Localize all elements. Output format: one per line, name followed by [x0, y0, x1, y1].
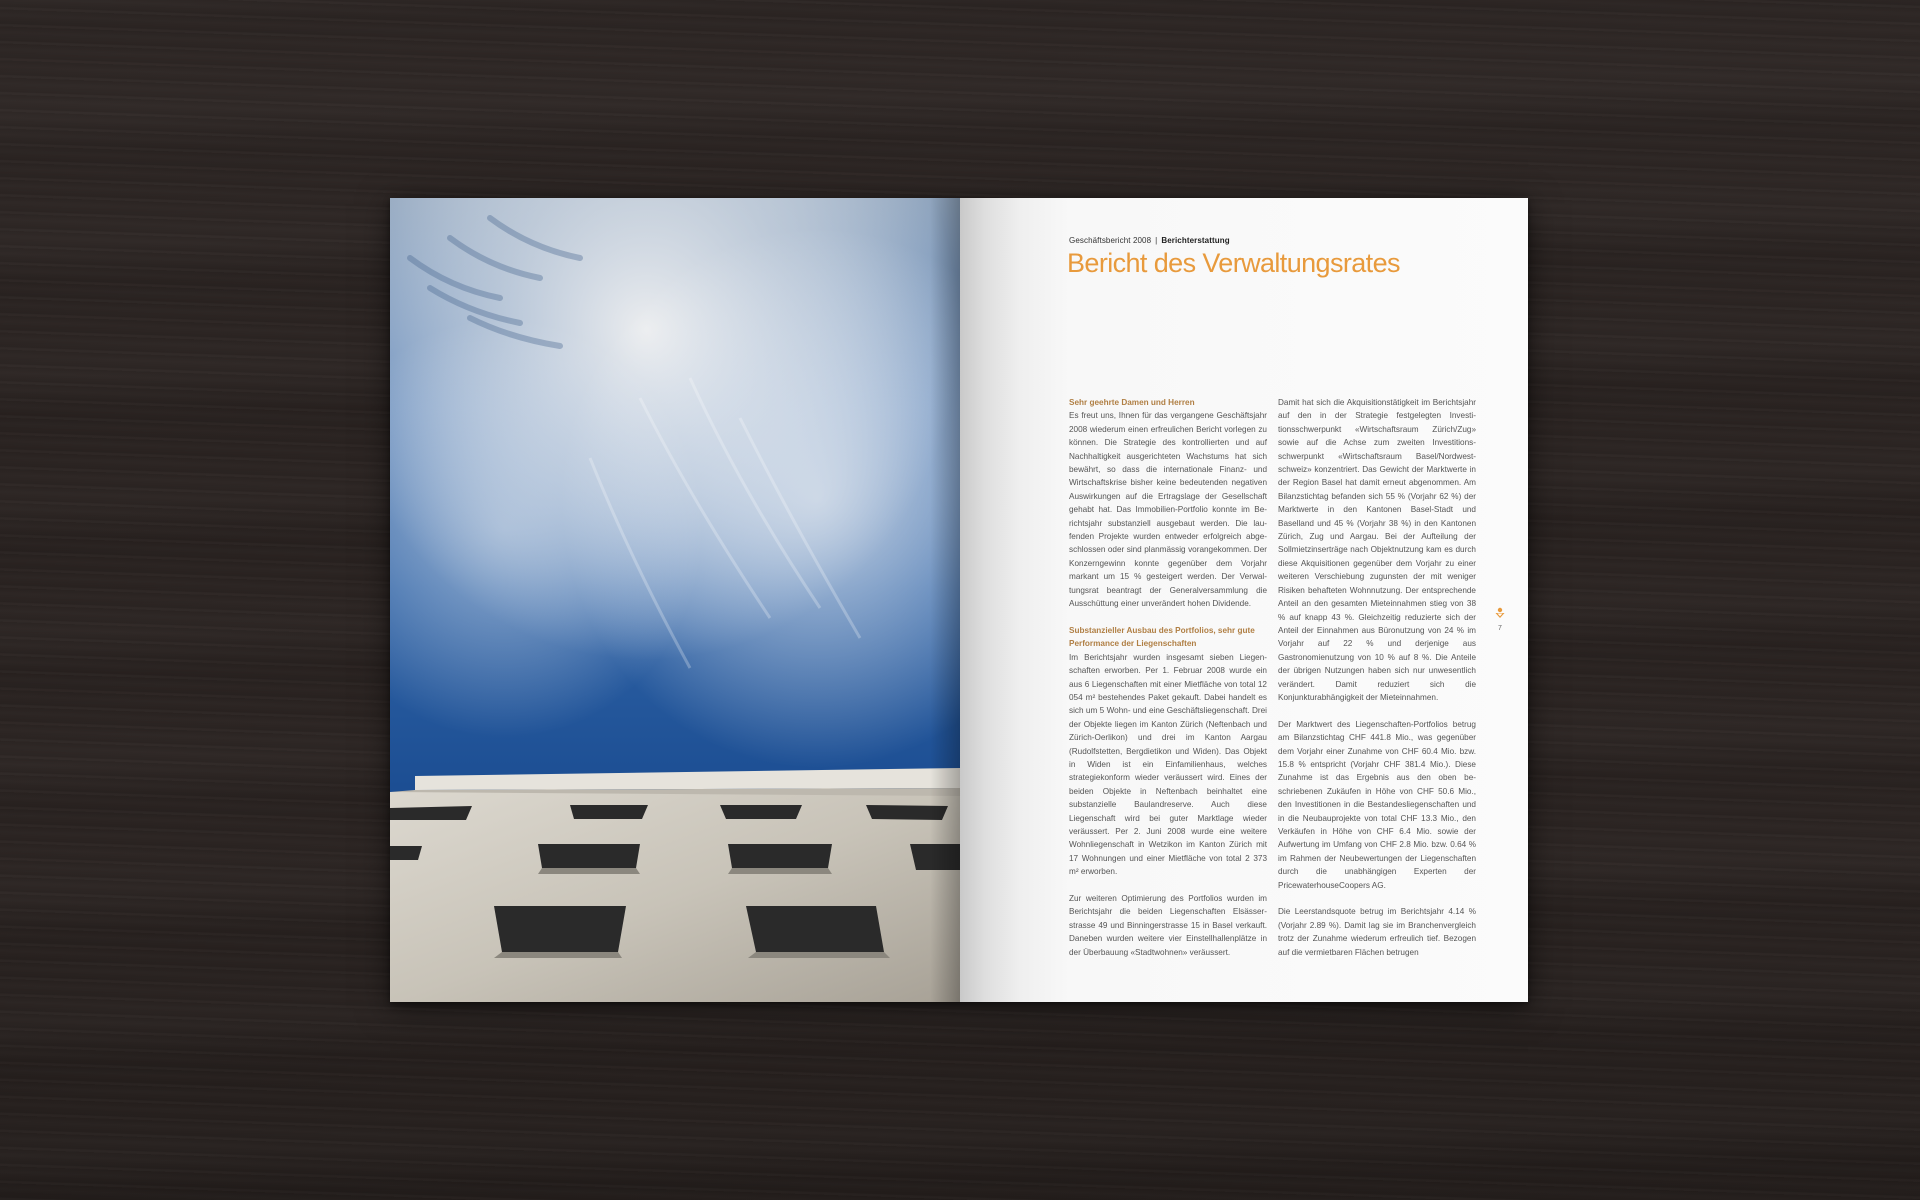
paragraph: Zur weiteren Optimierung des Portfolios wurden im Berichtsjahr die beiden Liegenschaften Elsässerstrasse 49 und Binningerstrasse 15 in Basel verkauft. Daneben wurden weitere vier Einstellhallenplätze in der Überbauung «Stadtwohnen» veräussert.	[1069, 894, 1267, 957]
company-logo-icon	[1494, 607, 1506, 619]
annual-report-spread	[390, 198, 1528, 1002]
sky-building-photo	[390, 198, 960, 1002]
subheading-portfolio: Substanzieller Ausbau des Portfolios, sehr gute Performance der Liegenschaften	[1069, 625, 1255, 649]
text-column-left	[1069, 396, 1267, 972]
paragraph: Es freut uns, Ihnen für das vergangene Geschäftsjahr 2008 wiederum einen erfreulichen Bericht vorlegen zu können. Die Strategie des kontrollierten und auf Nachhaltigkeit ausgerichteten Wachstums hat sich bewährt, so dass die internationale Finanz- und Wirtschaftskrise bisher keine bedeutenden negativen Auswirkungen auf die Ertragslage der Gesellschaft gehabt hat. Das Immobilien-Portfolio konnte im Berichtsjahr substanziell ausgebaut werden. Die laufenden Projekte wurden entweder erfolgreich abgeschlossen oder sind planmässig vorangekommen. Der Konzerngewinn konnte gegenüber dem Vorjahr markant um 15 % gesteigert werden. Der Verwaltungsrat beantragt der Generalversammlung die Ausschüttung einer unverändert hohen Dividende.	[1069, 411, 1267, 609]
page-number: 7	[1498, 625, 1502, 632]
right-page-text	[960, 198, 1528, 1002]
paragraph: Im Berichtsjahr wurden insgesamt sieben Liegenschaften erworben. Per 1. Februar 2008 wurde ein aus 6 Liegenschaften mit einer Mietfläche von total 12 054 m² bestehendes Paket gekauft. Dabei handelt es sich um 5 Wohn- und eine Geschäftsliegenschaft. Drei der Objekte liegen im Kanton Zürich (Neftenbach und Zürich-Oerlikon) und drei im Kanton Aargau (Rudolfstetten, Bergdietikon und Widen). Das Objekt in Widen ist ein Einfamilienhaus, welches strategiekonform wieder veräussert wird. Eines der beiden Objekte in Neftenbach beinhaltet eine substanzielle Baulandreserve. Auch diese Liegenschaft wird bei guter Marktlage wieder veräussert. Per 2. Juni 2008 wurde eine weitere Wohnliegenschaft in Wetzikon im Kanton Zürich mit 17 Wohnungen und einer Mietfläche von total 2 373 m² erworben.	[1069, 652, 1267, 877]
subheading-greeting: Sehr geehrte Damen und Herren	[1069, 398, 1195, 407]
running-header-report: Geschäftsbericht 2008	[1069, 236, 1152, 245]
paragraph: Der Marktwert des Liegenschaften-Portfolios betrug am Bilanzstichtag CHF 441.8 Mio., was gegenüber dem Vorjahr einer Zunahme von CHF 60.4 Mio. bzw. 15.8 % entspricht (Vorjahr CHF 381.4 Mio.). Diese Zunahme ist das Ergebnis aus den oben beschriebenen Zukäufen in Höhe von CHF 50.6 Mio., den Investitionen in die Bestandesliegenschaften und in die Neubauprojekte von total CHF 13.3 Mio., den Verkäufen in Höhe von CHF 6.4 Mio. sowie der Aufwertung im Umfang von CHF 2.8 Mio. bzw. 0.64 % im Rahmen der Neubewertungen der Liegenschaften durch die unabhängigen Experten der PricewaterhouseCoopers AG.	[1278, 719, 1476, 890]
running-header-section: Berichterstattung	[1161, 236, 1230, 245]
text-column-right	[1278, 396, 1476, 972]
page-marker	[1493, 606, 1507, 632]
page-title: Bericht des Verwaltungsrates	[1067, 248, 1400, 278]
paragraph: Die Leerstandsquote betrug im Berichtsjahr 4.14 % (Vorjahr 2.89 %). Damit lag sie im Branchenvergleich trotz der Zunahme wiederum erfreulich tief. Bezogen auf die vermietbaren Flächen betrugen	[1278, 907, 1476, 957]
running-header-separator: |	[1155, 236, 1158, 245]
running-header	[1069, 236, 1230, 245]
paragraph: Damit hat sich die Akquisitionstätigkeit im Berichtsjahr auf den in der Strategie festgelegten Investitionsschwerpunkt «Wirtschaftsraum Zürich/Zug» sowie auf die Achse zum zweiten Investitionsschwerpunkt «Wirtschaftsraum Basel/Nordwestschweiz» konzentriert. Das Gewicht der Marktwerte in der Region Basel hat damit erneut abgenommen. Am Bilanzstichtag befanden sich 55 % (Vorjahr 62 %) der Marktwerte in den Kantonen Basel-Stadt und Baselland und 45 % (Vorjahr 38 %) in den Kantonen Zürich, Zug und Aargau. Bei der Aufteilung der Sollmietzinserträge nach Objektnutzung kam es durch diese Akquisitionen gegenüber dem Vorjahr zu einer weiteren Verschiebung zugunsten der mit weniger Risiken behafteten Wohnnutzung. Der entsprechende Anteil an den gesamten Mieteinnahmen stieg von 38 % auf knapp 43 %. Gleichzeitig reduzierte sich der Anteil der Einnahmen aus Büronutzung von 24 % im Vorjahr auf 22 % und derjenige aus Gastronomienutzung von 10 % auf 8 %. Die Anteile der übrigen Nutzungen haben sich nur unwesentlich verändert. Damit reduziert sich die Konjunkturabhängigkeit der Mieteinnahmen.	[1278, 398, 1476, 702]
left-page-photo	[390, 198, 960, 1002]
